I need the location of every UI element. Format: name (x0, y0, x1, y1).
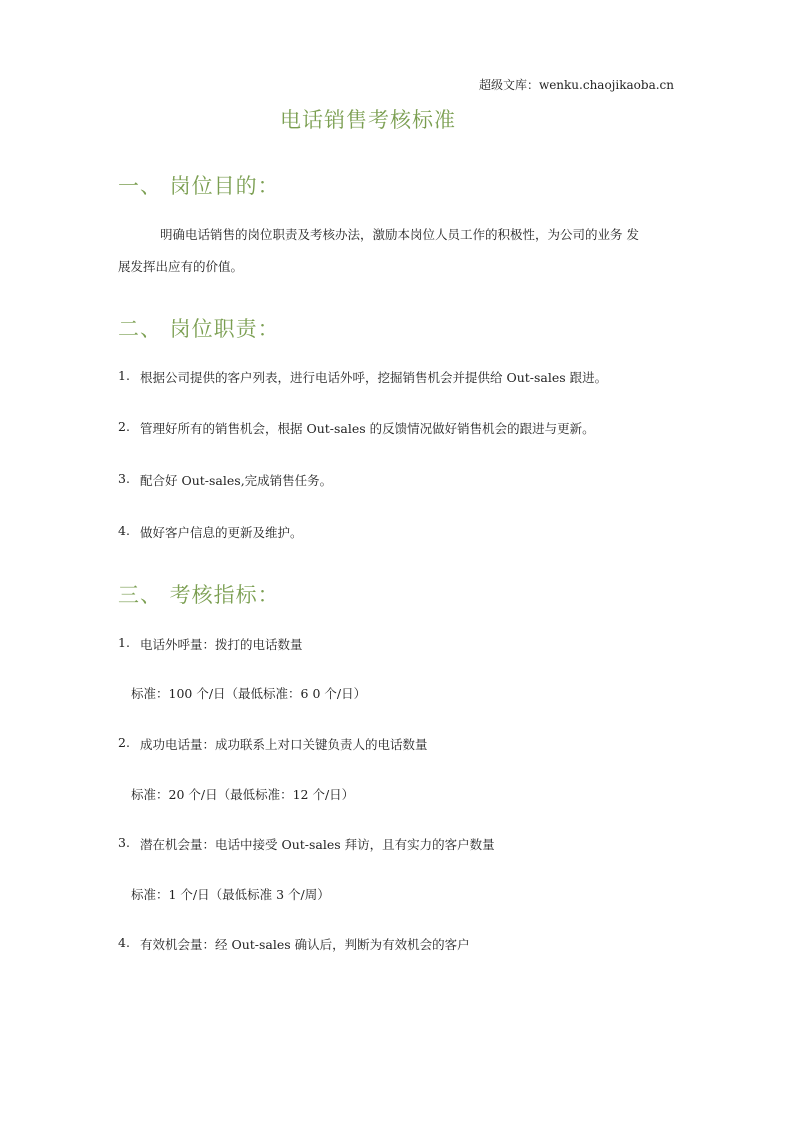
section-heading-duties: 二、 岗位职责： (118, 317, 280, 341)
metric-standard: 标准：100 个/日（最低标准：6 0 个/日） (131, 686, 367, 701)
list-number: 2. (118, 419, 130, 434)
list-item: 管理好所有的销售机会，根据 Out-sales 的反馈情况做好销售机会的跟进与更新。 (140, 421, 595, 436)
list-number: 4. (118, 935, 130, 950)
list-number: 3. (118, 471, 130, 486)
list-item: 电话外呼量：拨打的电话数量 (140, 637, 303, 652)
section-heading-purpose: 一、 岗位目的： (118, 174, 280, 198)
paragraph-line: 明确电话销售的岗位职责及考核办法，激励本岗位人员工作的积极性，为公司的业务 发 (160, 227, 639, 242)
source-header: 超级文库：wenku.chaojikaoba.cn (478, 78, 674, 92)
list-number: 4. (118, 523, 130, 538)
list-item: 做好客户信息的更新及维护。 (140, 525, 303, 540)
list-item: 有效机会量：经 Out-sales 确认后，判断为有效机会的客户 (140, 937, 470, 952)
list-number: 2. (118, 735, 130, 750)
list-item: 配合好 Out-sales,完成销售任务。 (140, 473, 333, 488)
document-title: 电话销售考核标准 (280, 108, 456, 132)
list-item: 潜在机会量：电话中接受 Out-sales 拜访，且有实力的客户数量 (140, 837, 495, 852)
list-item: 根据公司提供的客户列表，进行电话外呼，挖掘销售机会并提供给 Out-sales 跟进。 (140, 370, 608, 385)
metric-standard: 标准：20 个/日（最低标准：12 个/日） (131, 787, 355, 802)
list-item: 成功电话量：成功联系上对口关键负责人的电话数量 (140, 737, 428, 752)
section-heading-metrics: 三、 考核指标： (118, 583, 280, 607)
list-number: 3. (118, 835, 130, 850)
paragraph-line: 展发挥出应有的价值。 (118, 259, 244, 274)
list-number: 1. (118, 635, 130, 650)
metric-standard: 标准：1 个/日（最低标准 3 个/周） (131, 887, 330, 902)
list-number: 1. (118, 368, 130, 383)
